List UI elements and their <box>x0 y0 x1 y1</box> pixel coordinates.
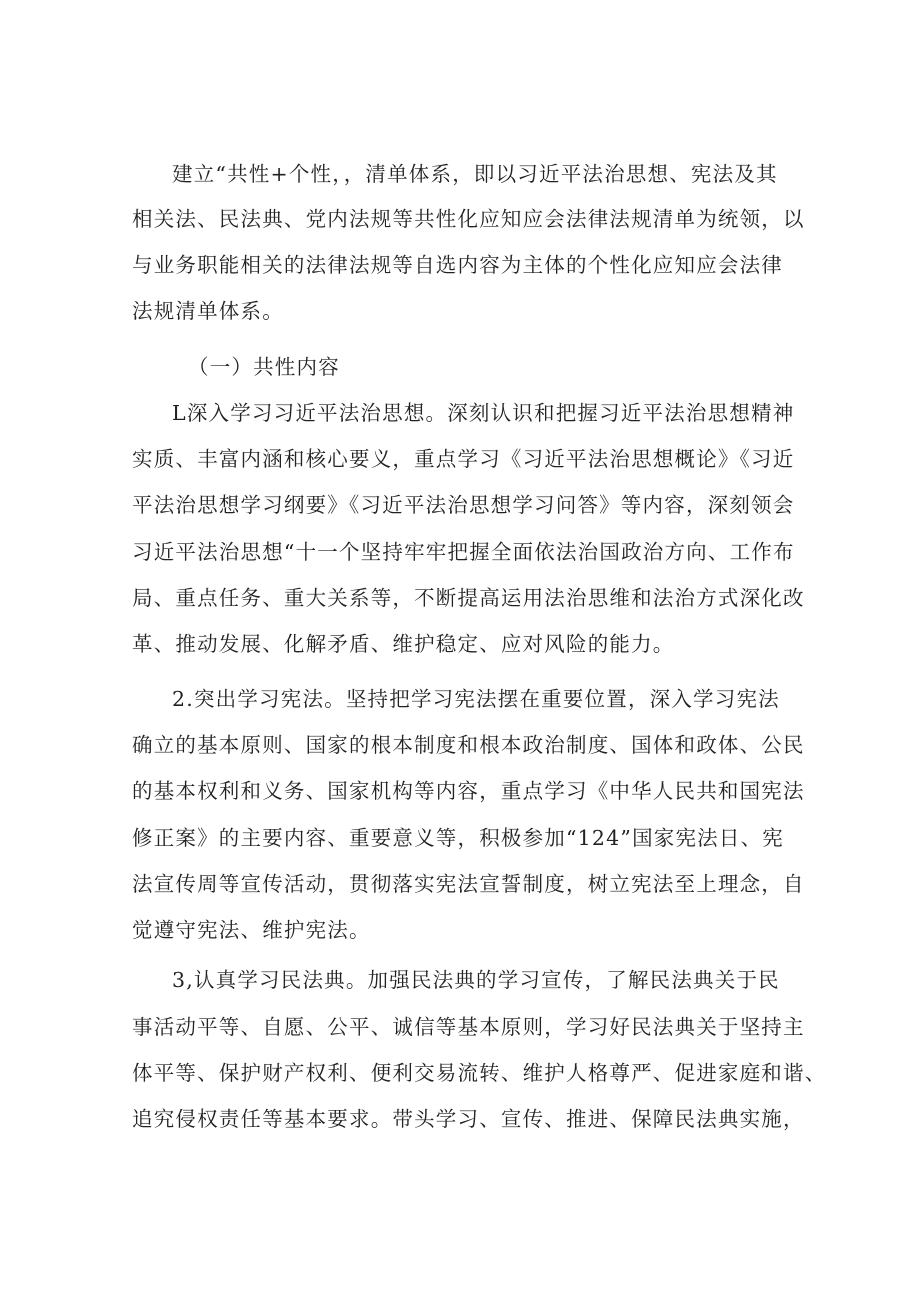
intro-line-3: 与业务职能相关的法律法规等自选内容为主体的个性化应知应会法律 <box>132 253 783 277</box>
item-2-line-4: 修正案》的主要内容、重要意义等，积极参加“124”国家宪法日、宪 <box>132 826 784 850</box>
item-2-line-6: 觉遵守宪法、维护宪法。 <box>132 918 371 942</box>
intro-line-1: 建立“共性+个性，，清单体系，即以习近平法治思想、宪法及其 <box>172 162 778 186</box>
intro-line-2: 相关法、民法典、党内法规等共性化应知应会法律法规清单为统领，以 <box>132 207 805 231</box>
item-2-line-3: 的基本权利和义务、国家机构等内容，重点学习《中华人民共和国宪法 <box>132 779 805 803</box>
item-2-line-5: 法宣传周等宣传活动，贯彻落实宪法宣誓制度，树立宪法至上理念，自 <box>132 872 805 896</box>
item-1-line-2: 实质、丰富内涵和核心要义，重点学习《习近平法治思想概论》《习近 <box>132 447 795 471</box>
item-1-line-4: 习近平法治思想“十一个坚持牢牢把握全面依法治国政治方向、工作布 <box>132 540 795 564</box>
item-2-line-2: 确立的基本原则、国家的根本制度和根本政治制度、国体和政体、公民 <box>132 733 805 757</box>
item-3-line-2: 事活动平等、自愿、公平、诚信等基本原则，学习好民法典关于坚持主 <box>132 1015 805 1039</box>
item-3-line-4: 追究侵权责任等基本要求。带头学习、宣传、推进、保障民法典实施， <box>132 1107 805 1131</box>
item-3-line-3: 体平等、保护财产权利、便利交易流转、维护人格尊严、促进家庭和谐、 <box>132 1061 827 1085</box>
intro-line-4: 法规清单体系。 <box>132 299 284 323</box>
section-heading: （一）共性内容 <box>188 355 340 379</box>
item-1-line-1: L深入学习习近平法治思想。深刻认识和把握习近平法治思想精神 <box>172 401 795 425</box>
item-3-line-1: 3,认真学习民法典。加强民法典的学习宣传，了解民法典关于民 <box>172 968 780 992</box>
item-1-line-5: 局、重点任务、重大关系等，不断提高运用法治思维和法治方式深化改 <box>132 586 805 610</box>
item-1-line-6: 革、推动发展、化解矛盾、维护稳定、应对风险的能力。 <box>132 632 675 656</box>
item-2-line-1: 2.突出学习宪法。坚持把学习宪法摆在重要位置，深入学习宪法 <box>172 687 780 711</box>
item-1-line-3: 平法治思想学习纲要》《习近平法治思想学习问答》等内容，深刻领会 <box>132 493 795 517</box>
